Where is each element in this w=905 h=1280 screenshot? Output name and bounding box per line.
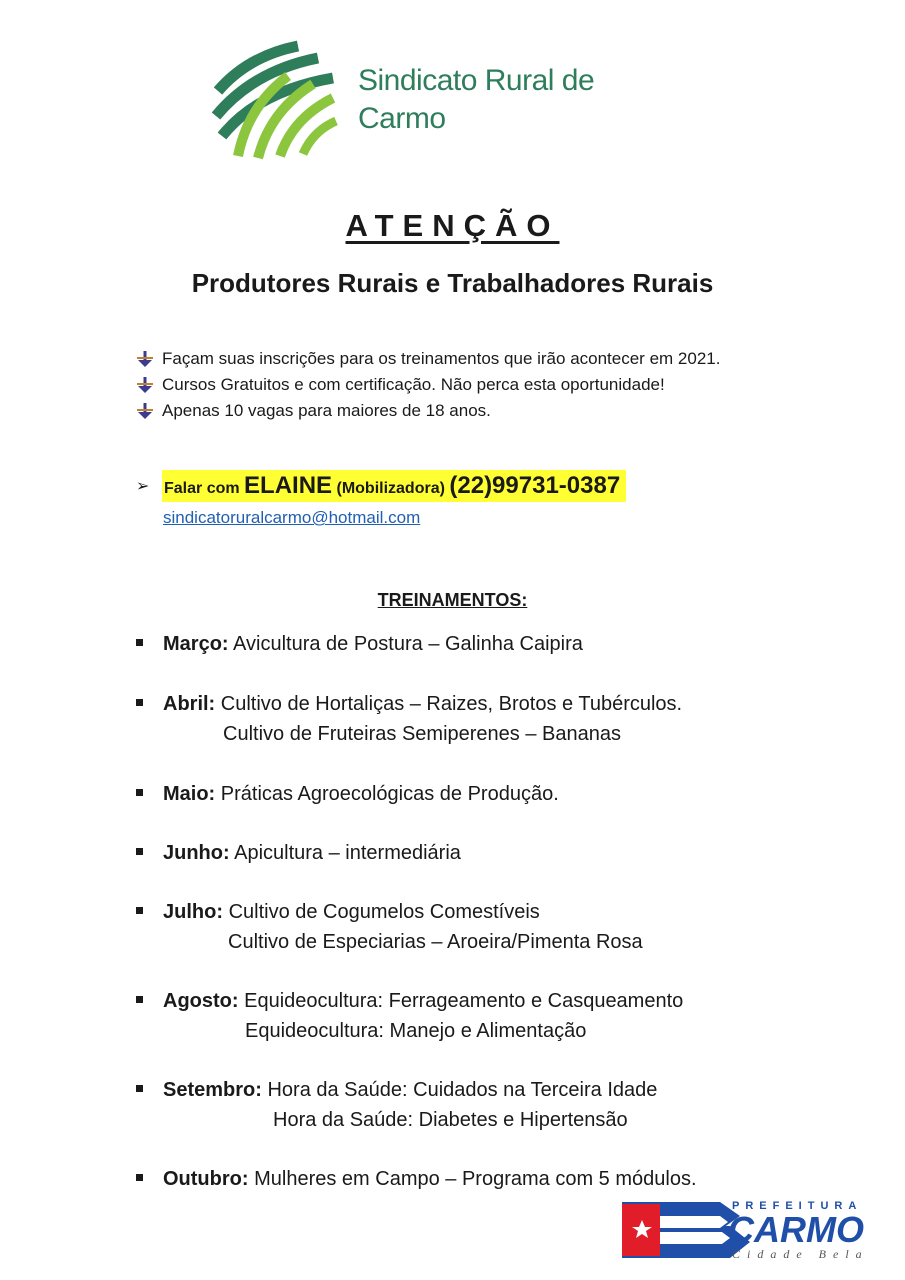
trainings-title: TREINAMENTOS: (377, 590, 528, 610)
bullet-icon (136, 996, 143, 1003)
bullet-icon (136, 1174, 143, 1181)
notices-list (136, 346, 720, 424)
training-line: Avicultura de Postura – Galinha Caipira (233, 633, 583, 655)
training-month: Agosto: (163, 990, 239, 1012)
training-line: Equideocultura: Manejo e Alimentação (245, 1020, 587, 1042)
bullet-icon (136, 907, 143, 914)
training-line: Cultivo de Especiarias – Aroeira/Pimenta Rosa (228, 931, 643, 953)
notice-item (136, 372, 720, 398)
training-line: Hora da Saúde: Cuidados na Terceira Idade (267, 1079, 658, 1101)
training-line: Mulheres em Campo – Programa com 5 módulos. (254, 1168, 697, 1190)
training-item-setembro (136, 1075, 657, 1135)
notice-item (136, 346, 720, 372)
contact-block (136, 470, 626, 502)
bullet-icon (136, 639, 143, 646)
bullet-icon (136, 848, 143, 855)
bullet-icon (136, 1085, 143, 1092)
org-name-line1: Sindicato Rural de (358, 64, 595, 97)
organization-name (358, 62, 658, 138)
training-month: Outubro: (163, 1168, 249, 1190)
contact-role: (Mobilizadora) (332, 480, 450, 497)
training-line: Cultivo de Cogumelos Comestíveis (228, 901, 540, 923)
down-arrow-icon (136, 402, 154, 420)
training-line: Hora da Saúde: Diabetes e Hipertensão (273, 1109, 628, 1131)
org-name-line2: Carmo (358, 102, 446, 135)
audience-subtitle: Produtores Rurais e Trabalhadores Rurais (191, 268, 714, 298)
cidade-bela-label: Cidade Bela (732, 1247, 869, 1261)
bullet-icon (136, 699, 143, 706)
notice-item (136, 398, 720, 424)
training-item-abril (136, 689, 682, 749)
contact-highlight (162, 470, 626, 502)
contact-phone[interactable]: (22)99731-0387 (449, 472, 621, 499)
training-month: Abril: (163, 693, 216, 715)
down-arrow-icon (136, 376, 154, 394)
notice-text: Façam suas inscrições para os treinamentos que irão acontecer em 2021. (162, 349, 721, 368)
contact-prefix: Falar com (164, 480, 245, 497)
training-month: Março: (163, 633, 229, 655)
contact-email-link[interactable]: sindicatoruralcarmo@hotmail.com (163, 508, 421, 527)
notice-text: Apenas 10 vagas para maiores de 18 anos. (162, 401, 491, 420)
training-line: Cultivo de Fruteiras Semiperenes – Bananas (223, 723, 621, 745)
training-line: Cultivo de Hortaliças – Raizes, Brotos e Tubérculos. (220, 693, 683, 715)
prefeitura-carmo-logo (620, 1196, 890, 1262)
prefeitura-label: PREFEITURA (732, 1200, 863, 1212)
training-item-julho (136, 897, 643, 957)
training-line: Apicultura – intermediária (234, 842, 461, 864)
sindicato-logo-icon (208, 36, 343, 161)
training-month: Junho: (163, 842, 230, 864)
training-month: Maio: (163, 783, 216, 805)
training-item-outubro (136, 1164, 697, 1194)
carmo-label: CARMO (728, 1209, 864, 1250)
training-month: Julho: (163, 901, 223, 923)
training-month: Setembro: (163, 1079, 262, 1101)
training-item-maio (136, 779, 559, 809)
down-arrow-icon (136, 350, 154, 368)
training-item-agosto (136, 986, 683, 1046)
bullet-icon (136, 789, 143, 796)
contact-name: ELAINE (244, 472, 333, 499)
training-item-junho (136, 838, 461, 868)
notice-text: Cursos Gratuitos e com certificação. Não perca esta oportunidade! (162, 375, 665, 394)
chevron-right-icon: ➢ (136, 478, 150, 495)
attention-title: ATENÇÃO (345, 208, 560, 243)
training-line: Práticas Agroecológicas de Produção. (220, 783, 559, 805)
training-line: Equideocultura: Ferrageamento e Casqueamento (244, 990, 684, 1012)
training-item-marco (136, 629, 583, 659)
